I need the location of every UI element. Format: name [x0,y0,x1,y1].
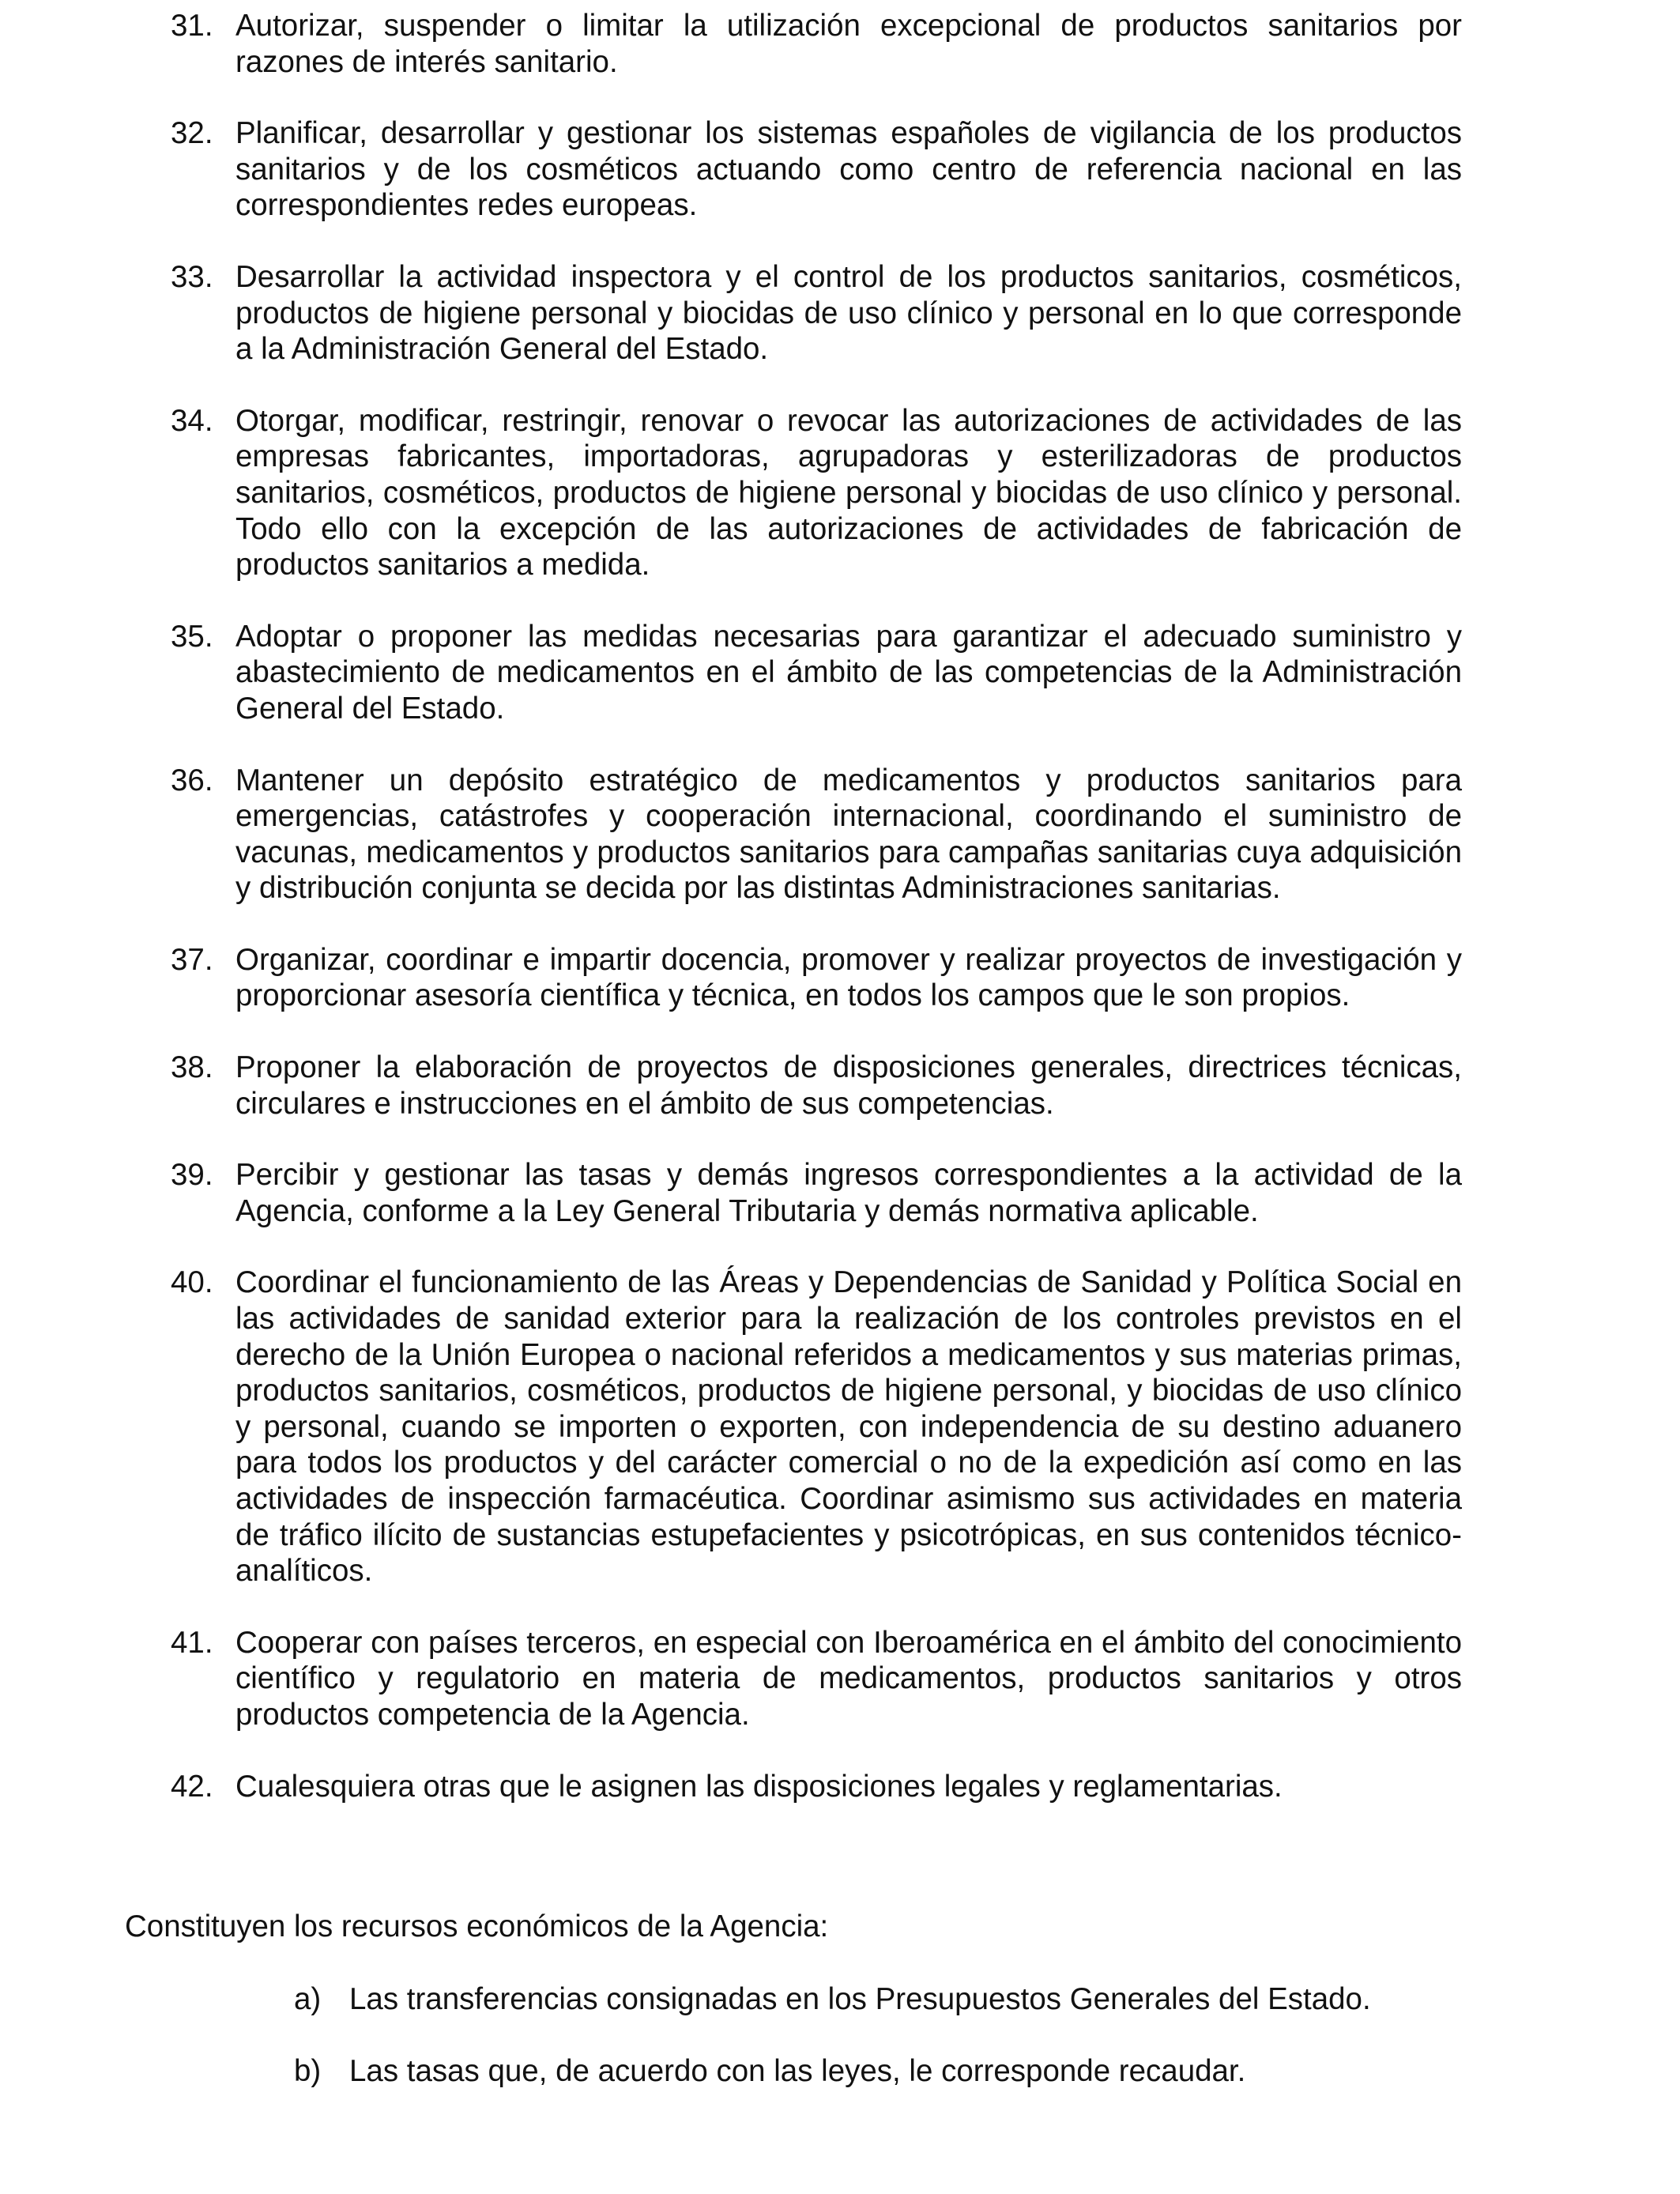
item-number: 39. [171,1158,213,1193]
item-text: Cooperar con países terceros, en especial con Iberoamérica en el ámbito del conocimiento científico y regulatorio en materia de medicamentos, productos sanitarios y otros productos competencia de la Agencia. [235,1625,1462,1732]
list-item [171,1769,1462,1805]
item-text: Cualesquiera otras que le asignen las disposiciones legales y reglamentarias. [235,1769,1283,1804]
item-text: Las transferencias consignadas en los Presupuestos Generales del Estado. [349,1982,1371,2016]
list-item [171,115,1462,224]
list-item [171,1265,1462,1589]
list-item [294,2053,1479,2090]
item-text: Adoptar o proponer las medidas necesarias para garantizar el adecuado suministro y abastecimiento de medicamentos en el ámbito de las competencias de la Administración General del Estado. [235,619,1462,726]
item-text: Percibir y gestionar las tasas y demás ingresos correspondientes a la actividad de la Agencia, conforme a la Ley General Tributaria y demás normativa aplicable. [235,1158,1462,1228]
item-text: Las tasas que, de acuerdo con las leyes, le corresponde recaudar. [349,2053,1246,2088]
item-number: 32. [171,116,213,151]
resources-intro: Constituyen los recursos económicos de la Agencia: [125,1909,829,1943]
item-number: 35. [171,619,213,654]
item-text: Desarrollar la actividad inspectora y el control de los productos sanitarios, cosméticos, productos de higiene personal y biocidas de uso clínico y personal en lo que corresponde a la Administración General del Estado. [235,259,1462,367]
functions-list [171,8,1462,1840]
item-number: 41. [171,1625,213,1660]
list-item [294,1981,1479,2018]
item-number: 37. [171,942,213,977]
item-number: 34. [171,403,213,438]
item-text: Coordinar el funcionamiento de las Áreas y Dependencias de Sanidad y Política Social en las actividades de sanidad exterior para la realización de los controles previstos en el derecho de la Unión Europea o nacional referidos a medicamentos y sus materias primas, productos sanitarios, cosméticos, productos de higiene personal, y biocidas de uso clínico y personal, cuando se importen o exporten, con independencia de su destino aduanero para todos los productos y del carácter comercial o no de la expedición así como en las actividades de inspección farmacéutica. Coordinar asimismo sus actividades en materia de tráfico ilícito de sustancias estupefacientes y psicotrópicas, en sus contenidos técnico-analíticos. [235,1265,1462,1589]
item-number: 38. [171,1050,213,1085]
list-item [171,1050,1462,1122]
list-item [171,763,1462,907]
item-text: Autorizar, suspender o limitar la utilización excepcional de productos sanitarios por razones de interés sanitario. [235,9,1462,79]
item-text: Planificar, desarrollar y gestionar los sistemas españoles de vigilancia de los productos sanitarios y de los cosméticos actuando como centro de referencia nacional en las correspondientes redes europeas. [235,116,1462,223]
list-item [171,403,1462,583]
item-number: 40. [171,1265,213,1300]
item-text: Proponer la elaboración de proyectos de disposiciones generales, directrices técnicas, circulares e instrucciones en el ámbito de sus competencias. [235,1050,1462,1121]
item-label: b) [294,2053,322,2088]
item-number: 36. [171,763,213,797]
list-item [171,1625,1462,1733]
resources-list [294,1981,1479,2124]
item-label: a) [294,1982,322,2016]
item-number: 31. [171,9,213,43]
list-item [171,259,1462,368]
list-item [171,619,1462,727]
item-text: Otorgar, modificar, restringir, renovar o revocar las autorizaciones de actividades de las empresas fabricantes, importadoras, agrupadoras y esterilizadoras de productos sanitarios, cosméticos, productos de higiene personal y biocidas de uso clínico y personal. Todo ello con la excepción de las autorizaciones de actividades de fabricación de productos sanitarios a medida. [235,403,1462,582]
list-item [171,8,1462,80]
item-number: 33. [171,259,213,294]
item-text: Mantener un depósito estratégico de medicamentos y productos sanitarios para emergencias, catástrofes y cooperación internacional, coordinando el suministro de vacunas, medicamentos y productos sanitarios para campañas sanitarias cuya adquisición y distribución conjunta se decida por las distintas Administraciones sanitarias. [235,763,1462,906]
item-text: Organizar, coordinar e impartir docencia, promover y realizar proyectos de investigación y proporcionar asesoría científica y técnica, en todos los campos que le son propios. [235,942,1462,1013]
list-item [171,1157,1462,1229]
list-item [171,942,1462,1014]
item-number: 42. [171,1769,213,1804]
